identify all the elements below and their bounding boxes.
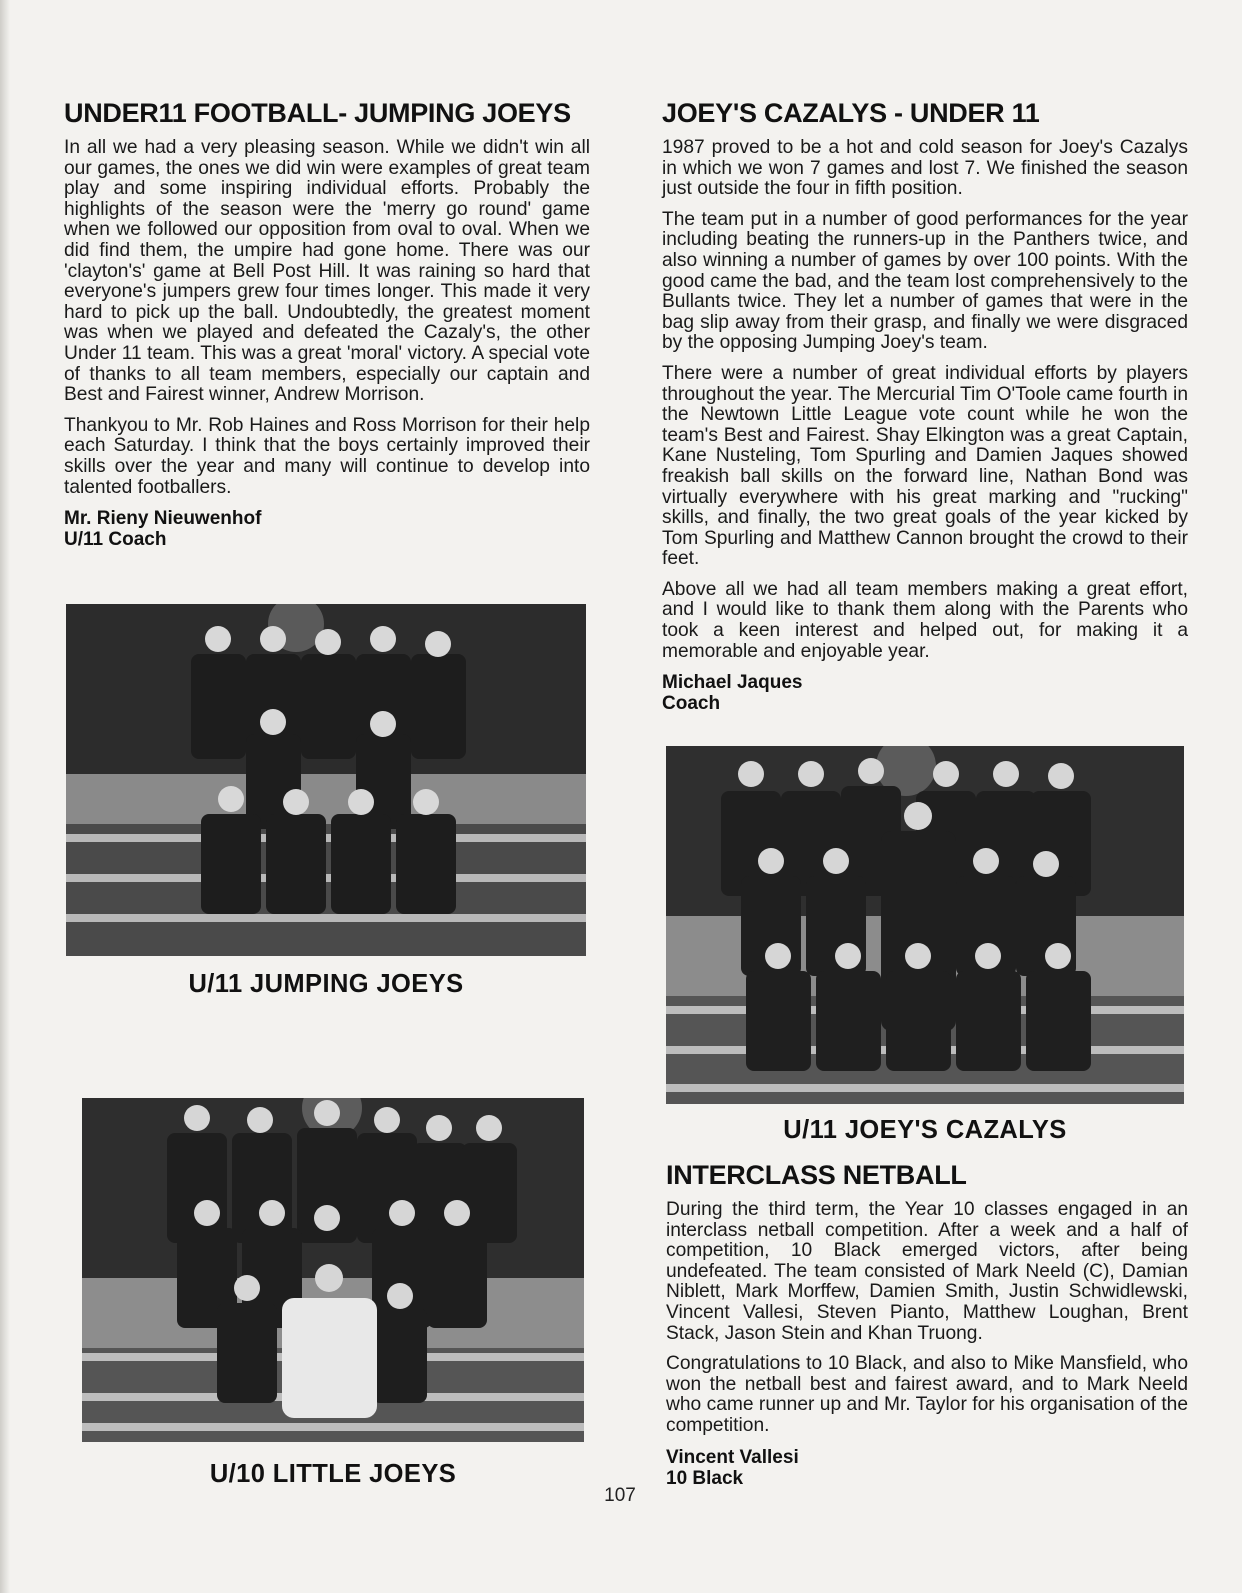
caption-little-joeys: U/10 LITTLE JOEYS xyxy=(209,1460,457,1488)
netball-article xyxy=(666,1158,1188,1489)
team-photo-cazalys xyxy=(666,746,1184,1104)
left-column-article xyxy=(64,96,590,550)
page-edge-shadow xyxy=(0,0,10,1593)
team-photo-jumping-joeys-image xyxy=(66,604,586,956)
signature-name: Mr. Rieny Nieuwenhof xyxy=(64,508,262,530)
jumping-joeys-heading: UNDER11 FOOTBALL- JUMPING JOEYS xyxy=(64,98,571,128)
cazalys-paragraph: The team put in a number of good performances for the year including beating the runners-up in the Panthers twice, and also winning a number of games by over 100 points. With the good came the bad, and the team lost comprehensively to the Bullants twice. They let a number of games that were in the bag slip away from their grasp, and finally we were disgraced by the opposing Jumping Joey's team. xyxy=(662,208,1188,354)
netball-heading: INTERCLASS NETBALL xyxy=(666,1160,967,1190)
team-photo-little-joeys xyxy=(82,1098,584,1442)
signature-title: Coach xyxy=(662,693,721,715)
caption-cazalys: U/11 JOEY'S CAZALYS xyxy=(783,1116,1067,1144)
cazalys-heading: JOEY'S CAZALYS - UNDER 11 xyxy=(662,98,1040,128)
netball-paragraph: During the third term, the Year 10 classes engaged in an interclass netball competition. After a week and a half of competition, 10 Black emerged victors, after being undefeated. The team consisted of Mark Neeld (C), Damian Niblett, Mark Morffew, Damien Smith, Justin Schwidlewski, Vincent Vallesi, Steven Pianto, Matthew Loughan, Brent Stack, Jason Stein and Khan Truong. xyxy=(666,1199,1188,1344)
jumping-joeys-paragraph: In all we had a very pleasing season. While we didn't win all our games, the ones we did win were examples of great team play and some inspiring individual efforts. Probably the highlights of the season were the 'merry go round' game when we followed our opposition from oval to oval. When we did find them, the umpire had gone home. There was our 'clayton's' game at Bell Post Hill. It was raining so hard that everyone's jumpers grew four times longer. This made it very hard to pick up the ball. Undoubtedly, the greatest moment was when we played and defeated the Cazaly's, the other Under 11 team. This was a great 'moral' victory. A special vote of thanks to all team members, especially our captain and Best and Fairest winner, Andrew Morrison. xyxy=(64,137,590,406)
team-photo-cazalys-image xyxy=(666,746,1184,1104)
caption-jumping-joeys: U/11 JUMPING JOEYS xyxy=(188,970,464,998)
cazalys-paragraph: 1987 proved to be a hot and cold season for Joey's Cazalys in which we won 7 games and lost 7. We finished the season just outside the four in fifth position. xyxy=(662,137,1188,200)
signature-title: 10 Black xyxy=(666,1467,744,1489)
signature-title: U/11 Coach xyxy=(64,529,167,551)
cazalys-paragraph: Above all we had all team members making a great effort, and I would like to thank them along with the Parents who took a keen interest and helped out, for making it a memorable and enjoyable year. xyxy=(662,578,1188,662)
jumping-joeys-paragraph: Thankyou to Mr. Rob Haines and Ross Morrison for their help each Saturday. I think that the boys certainly improved their skills over the year and many will continue to develop into talented footballers. xyxy=(64,414,590,498)
cazalys-paragraph: There were a number of great individual efforts by players throughout the year. The Mercurial Tim O'Toole came fourth in the Newtown Little League vote count while he won the team's Best and Fairest. Shay Elkington was a great Captain, Kane Nusteling, Tom Spurling and Damien Jaques showed freakish ball skills on the forward line, Nathan Bond was virtually everywhere with his great marking and "rucking" skills, and finally, the two great goals of the year kicked by Tom Spurling and Matthew Cannon brought the crowd to their feet. xyxy=(662,362,1188,570)
right-column-article xyxy=(662,96,1188,714)
page-number: 107 xyxy=(604,1485,636,1506)
signature-name: Vincent Vallesi xyxy=(666,1446,799,1468)
signature-name: Michael Jaques xyxy=(662,672,803,694)
netball-paragraph: Congratulations to 10 Black, and also to Mike Mansfield, who won the netball best and fairest award, and to Mark Neeld who came runner up and Mr. Taylor for his organisation of the competition. xyxy=(666,1353,1188,1436)
team-photo-little-joeys-image xyxy=(82,1098,584,1442)
team-photo-jumping-joeys xyxy=(66,604,586,956)
